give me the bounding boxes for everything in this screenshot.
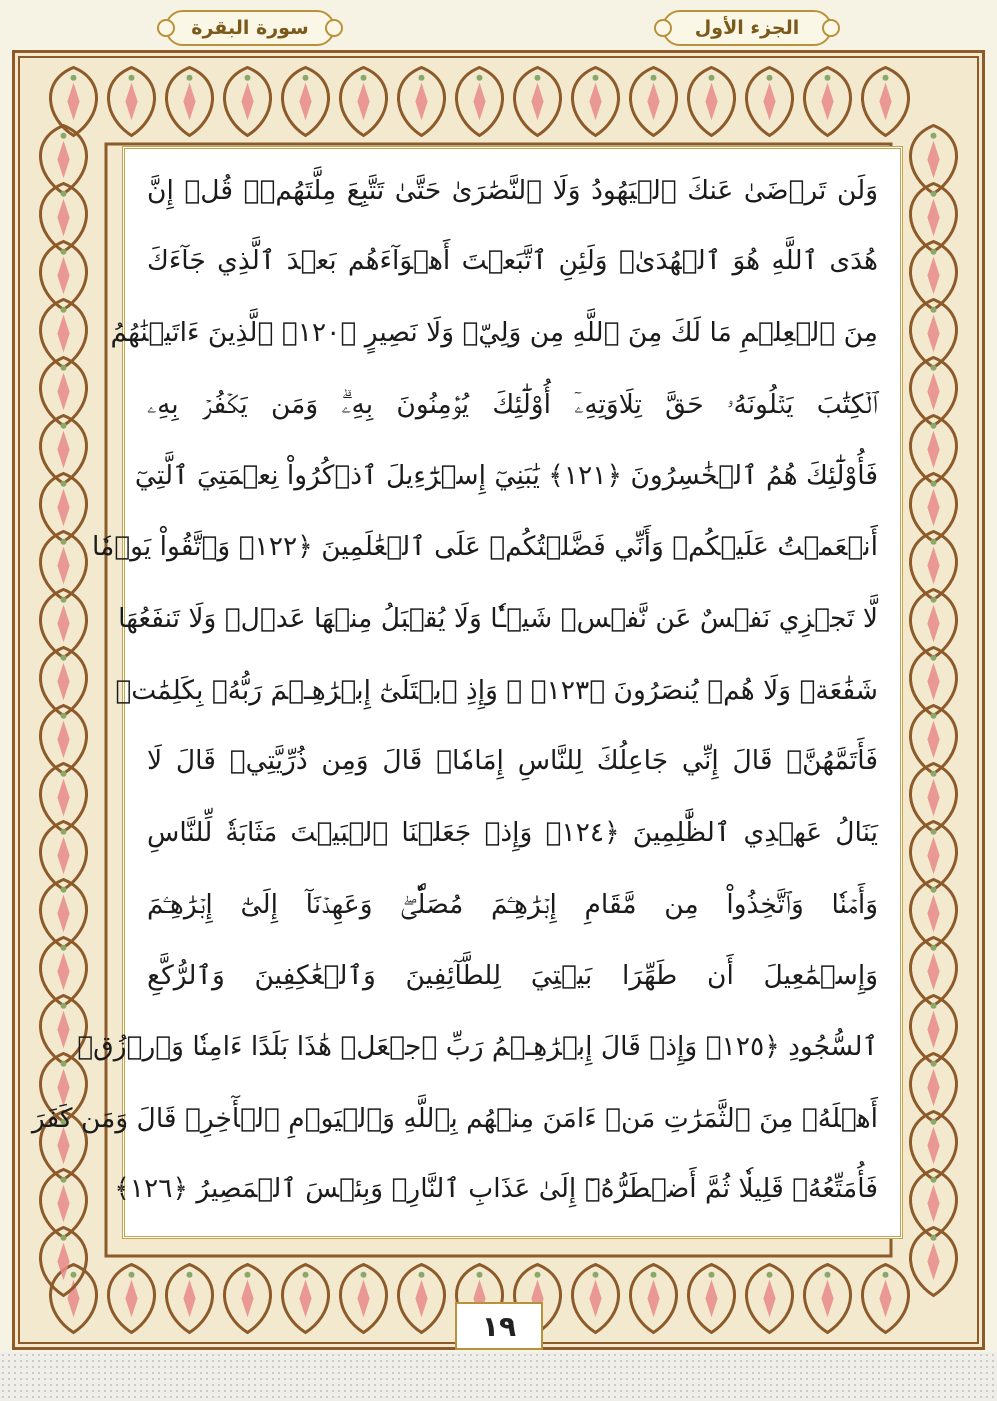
frame-ornament xyxy=(57,779,69,816)
verse-line: فَأَتَمَّهُنَّۖ قَالَ إِنِّي جَاعِلُكَ لِلنَّاسِ إِمَامٗاۖ قَالَ وَمِن ذُرِّيَّتِيۖ قَالَ لَا xyxy=(147,745,878,776)
frame-ornament xyxy=(589,1280,601,1317)
frame-ornament xyxy=(57,953,69,990)
frame-ornament xyxy=(57,141,69,178)
frame-ornament xyxy=(125,1280,137,1317)
frame-ornament xyxy=(357,83,369,120)
verse-line: وَلَن تَرۡضَىٰ عَنكَ ٱلۡيَهُودُ وَلَا ٱلنَّصَٰرَىٰ حَتَّىٰ تَتَّبِعَ مِلَّتَهُمۡۗ قُلۡ إِنَّ xyxy=(147,175,878,206)
frame-ornament xyxy=(187,1272,193,1278)
frame-ornament xyxy=(883,1272,889,1278)
frame-ornament xyxy=(927,431,939,468)
frame-ornament xyxy=(931,365,937,371)
frame-ornament xyxy=(927,141,939,178)
frame-ornament xyxy=(927,663,939,700)
frame-ornament xyxy=(241,83,253,120)
frame-ornament xyxy=(931,1177,937,1183)
frame-ornament xyxy=(821,1280,833,1317)
frame-ornament xyxy=(705,83,717,120)
frame-ornament xyxy=(415,83,427,120)
verse-line: وَإِسۡمَٰعِيلَ أَن طَهِّرَا بَيۡتِيَ لِلطَّآئِفِينَ وَٱلۡعَٰكِفِينَ وَٱلرُّكَّعِ xyxy=(147,960,878,991)
frame-ornament xyxy=(57,547,69,584)
frame-ornament xyxy=(931,423,937,429)
frame-ornament xyxy=(931,1235,937,1241)
frame-ornament xyxy=(927,257,939,294)
page-number xyxy=(455,1302,543,1350)
frame-ornament xyxy=(931,771,937,777)
frame-ornament xyxy=(361,1272,367,1278)
frame-ornament xyxy=(61,249,67,255)
frame-ornament xyxy=(61,829,67,835)
frame-ornament xyxy=(593,1272,599,1278)
text-panel xyxy=(31,146,903,1239)
verse-line: شَفَٰعَةٞ وَلَا هُمۡ يُنصَرُونَ ﴿١٢٣﴾ ۞ وَإِذِ ٱبۡتَلَىٰٓ إِبۡرَٰهِـۧمَ رَبُّهُۥ بِكَلِمَٰتٖ xyxy=(115,675,878,706)
frame-ornament xyxy=(927,373,939,410)
frame-ornament xyxy=(879,1280,891,1317)
ornamental-frame xyxy=(12,50,985,1350)
frame-ornament xyxy=(57,431,69,468)
frame-ornament xyxy=(419,75,425,81)
frame-ornament xyxy=(57,315,69,352)
frame-ornament xyxy=(763,83,775,120)
verse-line: لَّا تَجۡزِي نَفۡسٌ عَن نَّفۡسٖ شَيۡـٔٗا وَلَا يُقۡبَلُ مِنۡهَا عَدۡلٞ وَلَا تَنفَعُهَا xyxy=(118,603,878,634)
frame-ornament xyxy=(927,605,939,642)
frame-ornament xyxy=(927,199,939,236)
verse-line: هُدَى ٱللَّهِ هُوَ ٱلۡهُدَىٰۗ وَلَئِنِ ٱتَّبَعۡتَ أَهۡوَآءَهُم بَعۡدَ ٱلَّذِي جَآءَكَ xyxy=(147,245,878,276)
verse-line: أَهۡلَهُۥ مِنَ ٱلثَّمَرَٰتِ مَنۡ ءَامَنَ مِنۡهُم بِٱللَّهِ وَٱلۡيَوۡمِ ٱلۡأٓخِرِۖ قَالَ وَمَن كَفَرَ xyxy=(31,1103,878,1134)
frame-ornament xyxy=(245,75,251,81)
frame-ornament xyxy=(931,945,937,951)
frame-ornament xyxy=(535,75,541,81)
frame-ornament xyxy=(57,199,69,236)
frame-ornament xyxy=(183,83,195,120)
frame-ornament xyxy=(61,191,67,197)
frame-ornament xyxy=(705,1280,717,1317)
frame-ornament xyxy=(931,249,937,255)
frame-ornament xyxy=(241,1280,253,1317)
frame-ornament xyxy=(927,1069,939,1106)
frame-ornament xyxy=(927,1127,939,1164)
frame-ornament xyxy=(183,1280,195,1317)
frame-ornament xyxy=(57,663,69,700)
frame-ornament xyxy=(931,539,937,545)
frame-ornament xyxy=(931,191,937,197)
frame-ornament xyxy=(61,307,67,313)
frame-ornament xyxy=(651,75,657,81)
frame-ornament xyxy=(931,655,937,661)
frame-ornament xyxy=(927,1243,939,1280)
frame-ornament xyxy=(927,315,939,352)
verse-line: مِنَ ٱلۡعِلۡمِ مَا لَكَ مِنَ ٱللَّهِ مِن وَلِيّٖ وَلَا نَصِيرٍ ﴿١٢٠﴾ ٱلَّذِينَ ءَاتَيۡنَٰهُمُ xyxy=(110,317,878,348)
frame-ornament xyxy=(927,721,939,758)
surah-name-text: سورة البقرة xyxy=(191,17,309,39)
frame-ornament xyxy=(61,423,67,429)
verse-line: فَأُوْلَٰٓئِكَ هُمُ ٱلۡخَٰسِرُونَ ﴿١٢١﴾ يَٰبَنِيٓ إِسۡرَٰٓءِيلَ ٱذۡكُرُواْ نِعۡمَتِيَ ٱلَّتِيٓ xyxy=(134,460,878,491)
frame-ornament xyxy=(931,1119,937,1125)
frame-ornament xyxy=(589,83,601,120)
frame-ornament xyxy=(931,713,937,719)
frame-ornament xyxy=(477,1272,483,1278)
frame-ornament xyxy=(415,1280,427,1317)
frame-ornament xyxy=(767,1272,773,1278)
frame-ornament xyxy=(647,1280,659,1317)
frame-ornament xyxy=(535,1272,541,1278)
page-number-text: ١٩ xyxy=(481,1309,517,1343)
frame-ornament xyxy=(57,1011,69,1048)
frame-ornament xyxy=(825,75,831,81)
frame-ornament xyxy=(57,1185,69,1222)
verse-line: ٱلۡكِتَٰبَ يَتۡلُونَهُۥ حَقَّ تِلَاوَتِهِۦٓ أُوْلَٰٓئِكَ يُؤۡمِنُونَ بِهِۦۗ وَمَن يَكۡفُرۡ بِهِۦ xyxy=(147,389,878,420)
frame-ornament xyxy=(927,1185,939,1222)
frame-ornament xyxy=(61,655,67,661)
frame-ornament xyxy=(61,1177,67,1183)
frame-ornament xyxy=(927,1011,939,1048)
frame-ornament xyxy=(57,895,69,932)
frame-ornament xyxy=(61,133,67,139)
frame-ornament xyxy=(303,1272,309,1278)
frame-ornament xyxy=(927,489,939,526)
frame-ornament xyxy=(931,133,937,139)
frame-ornament xyxy=(299,83,311,120)
frame-ornament xyxy=(57,257,69,294)
frame-ornament xyxy=(931,1061,937,1067)
frame-ornament xyxy=(927,895,939,932)
frame-ornament xyxy=(709,1272,715,1278)
frame-ornament xyxy=(125,83,137,120)
frame-ornament xyxy=(61,481,67,487)
frame-ornament xyxy=(61,1061,67,1067)
frame-ornament xyxy=(883,75,889,81)
frame-ornament xyxy=(593,75,599,81)
frame-ornament xyxy=(419,1272,425,1278)
frame-ornament xyxy=(61,713,67,719)
frame-ornament xyxy=(61,365,67,371)
frame-ornament xyxy=(357,1280,369,1317)
dotted-footer xyxy=(0,1352,997,1401)
frame-ornament xyxy=(61,597,67,603)
verse-line: فَأُمَتِّعُهُۥ قَلِيلٗا ثُمَّ أَضۡطَرُّهُۥٓ إِلَىٰ عَذَابِ ٱلنَّارِۖ وَبِئۡسَ ٱلۡمَصِيرُ ﴿١٢٦﴾ xyxy=(114,1173,878,1204)
frame-ornament xyxy=(931,887,937,893)
frame-ornament xyxy=(129,1272,135,1278)
frame-ornament xyxy=(927,779,939,816)
frame-ornament xyxy=(709,75,715,81)
frame-ornament xyxy=(927,837,939,874)
frame-ornament xyxy=(927,547,939,584)
surah-name-label xyxy=(165,10,335,46)
frame-ornament xyxy=(927,953,939,990)
frame-ornament xyxy=(931,307,937,313)
frame-ornament xyxy=(245,1272,251,1278)
frame-ornament xyxy=(61,887,67,893)
verse-line: ٱلسُّجُودِ ﴿١٢٥﴾ وَإِذۡ قَالَ إِبۡرَٰهِـۧمُ رَبِّ ٱجۡعَلۡ هَٰذَا بَلَدًا ءَامِنٗا وَٱرۡزُقۡ xyxy=(77,1031,878,1062)
frame-ornament xyxy=(57,721,69,758)
juz-name-text: الجزء الأول xyxy=(694,17,800,39)
frame-ornament xyxy=(931,829,937,835)
frame-ornament xyxy=(825,1272,831,1278)
frame-ornament xyxy=(57,837,69,874)
frame-ornament xyxy=(477,75,483,81)
verse-line: وَأَمۡنٗا وَٱتَّخِذُواْ مِن مَّقَامِ إِبۡرَٰهِـۧمَ مُصَلّٗىۖ وَعَهِدۡنَآ إِلَىٰٓ إِبۡرَٰهِـۧمَ xyxy=(147,889,878,920)
frame-ornament xyxy=(821,83,833,120)
juz-name-label xyxy=(662,10,832,46)
frame-ornament xyxy=(931,481,937,487)
frame-ornament xyxy=(879,83,891,120)
frame-ornament xyxy=(647,83,659,120)
verse-line: أَنۡعَمۡتُ عَلَيۡكُمۡ وَأَنِّي فَضَّلۡتُكُمۡ عَلَى ٱلۡعَٰلَمِينَ ﴿١٢٢﴾ وَٱتَّقُواْ يَوۡمٗا xyxy=(92,531,878,562)
frame-ornament xyxy=(931,1003,937,1009)
frame-ornament xyxy=(473,83,485,120)
frame-ornament xyxy=(931,597,937,603)
frame-ornament xyxy=(57,489,69,526)
frame-ornament xyxy=(61,771,67,777)
frame-ornament xyxy=(651,1272,657,1278)
frame-ornament xyxy=(57,373,69,410)
frame-ornament xyxy=(187,75,193,81)
frame-ornament xyxy=(71,75,77,81)
frame-ornament xyxy=(129,75,135,81)
frame-ornament xyxy=(57,605,69,642)
frame-ornament xyxy=(61,945,67,951)
frame-ornament xyxy=(531,83,543,120)
frame-ornament xyxy=(299,1280,311,1317)
frame-ornament xyxy=(361,75,367,81)
frame-ornament xyxy=(61,539,67,545)
frame-ornament xyxy=(61,1003,67,1009)
frame-ornament xyxy=(71,1272,77,1278)
frame-ornament xyxy=(303,75,309,81)
frame-ornament xyxy=(763,1280,775,1317)
frame-ornament xyxy=(67,83,79,120)
frame-ornament xyxy=(767,75,773,81)
verse-line: يَنَالُ عَهۡدِي ٱلظَّٰلِمِينَ ﴿١٢٤﴾ وَإِذۡ جَعَلۡنَا ٱلۡبَيۡتَ مَثَابَةٗ لِّلنَّاسِ xyxy=(147,817,878,848)
frame-ornament xyxy=(61,1235,67,1241)
